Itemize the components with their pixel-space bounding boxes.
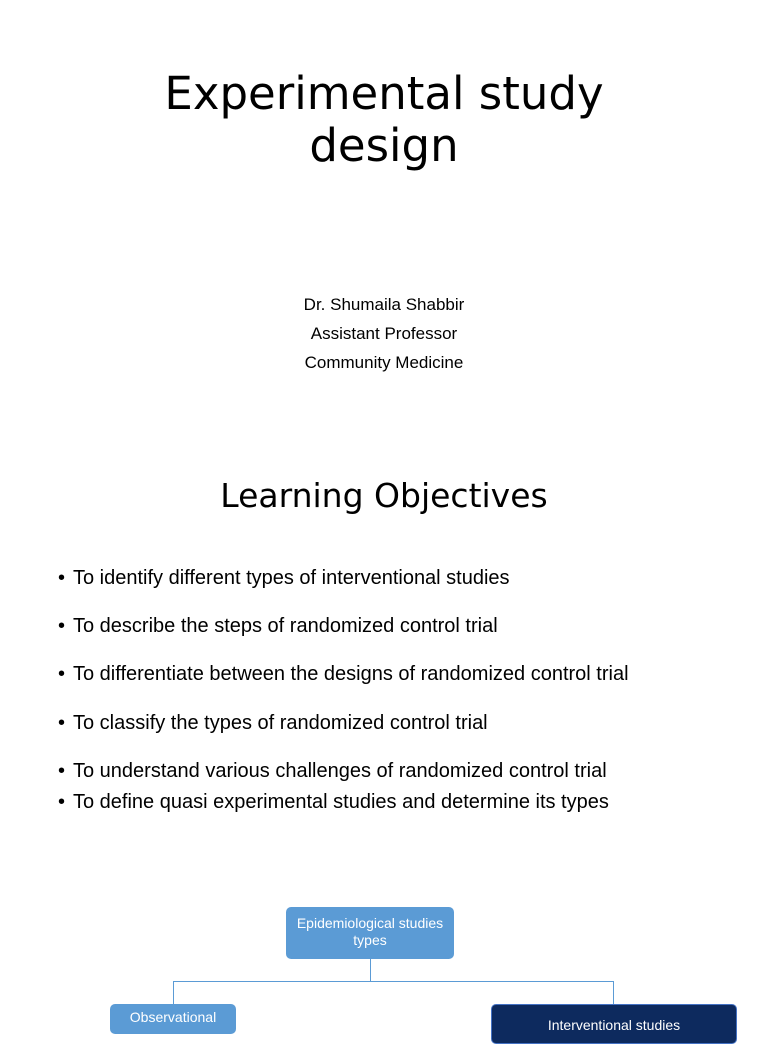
objectives-title: Learning Objectives [220,476,548,515]
list-item-text: To define quasi experimental studies and determine its types [73,791,609,813]
list-item-text: To understand various challenges of randomized control trial [73,760,607,782]
node-interventional-studies: Interventional studies [491,1004,737,1044]
list-item-text: To differentiate between the designs of randomized control trial [73,663,629,685]
list-item [58,614,498,638]
list-item [58,711,488,735]
list-item [58,790,609,814]
connector-root-down [370,959,371,981]
bullet-icon: • [58,760,66,782]
list-item [58,759,607,783]
connector-horizontal [173,981,614,982]
bullet-icon: • [58,663,66,685]
study-types-diagram [0,860,768,1033]
presentation-title [0,68,768,172]
title-line-2: design [309,119,459,172]
list-item-text: To classify the types of randomized control trial [73,712,488,734]
author-department: Community Medicine [304,353,464,372]
list-item [58,662,629,686]
node-label-line-2: types [353,932,387,948]
presenter-info [0,290,768,377]
list-item [58,566,510,590]
node-observational: Observational [110,1004,236,1034]
bullet-icon: • [58,567,66,589]
node-label-line-1: Epidemiological studies [296,915,444,931]
list-item-text: To identify different types of interventional studies [73,567,510,589]
bullet-icon: • [58,615,66,637]
title-slide [0,0,768,420]
bullet-icon: • [58,791,66,813]
connector-to-interventional [613,981,614,1004]
list-item-text: To describe the steps of randomized control trial [73,615,498,637]
author-name: Dr. Shumaila Shabbir [303,295,465,314]
study-types-slide [0,860,768,1033]
bullet-icon: • [58,712,66,734]
node-epidemiological-studies [286,907,454,959]
title-line-1: Experimental study [164,67,604,120]
connector-to-observational [173,981,174,1004]
objectives-slide [0,420,768,860]
author-position: Assistant Professor [310,324,458,343]
